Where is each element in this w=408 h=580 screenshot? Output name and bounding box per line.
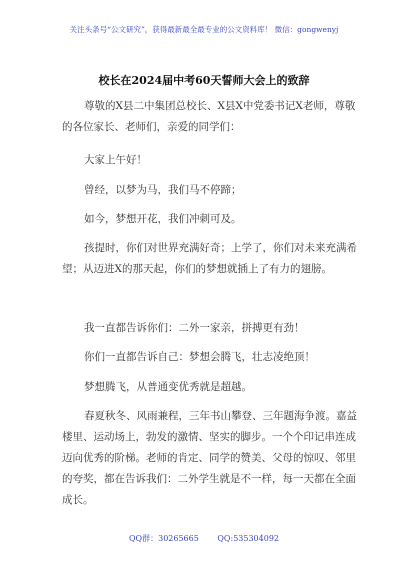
footer-contact bbox=[0, 533, 408, 544]
paragraph-greeting: 大家上午好！ bbox=[84, 154, 147, 166]
paragraph-dream: 梦想腾飞，从普通变优秀就是超越。 bbox=[84, 381, 252, 393]
paragraph-childhood: 孩提时，你们对世界充满好奇；上学了，你们对未来充满希望；从迈进X的那天起，你们的梦想就插上了有力的翅膀。 bbox=[62, 242, 357, 275]
paragraph-seasons: 春夏秋冬、风雨兼程，三年书山攀登、三年题海争渡。嘉益楼里、运动场上，勃发的激情、坚实的脚步。一个个印记串连成迈向优秀的阶梯。老师的肯定、同学的赞美、父母的惊叹、邻里的夸奖，都在告诉我们：二外学生就是不一样，每一天都在全面成长。 bbox=[62, 410, 357, 506]
paragraph-motto-teacher: 我一直都告诉你们：二外一家亲，拼搏更有劲！ bbox=[84, 322, 305, 334]
footer-qq-group: QQ群：30265665 bbox=[128, 534, 199, 543]
paragraph-motto-student: 你们一直都告诉自己：梦想会腾飞，壮志凌绝顶！ bbox=[84, 351, 315, 363]
paragraph-salutation: 尊敬的X县二中集团总校长、X县X中党委书记X老师，尊敬的各位家长、老师们，亲爱的同学们： bbox=[62, 100, 356, 133]
promo-banner: 关注头条号“公文研究”，获得最新最全最专业的公文资料库！ 微信：gongwenyj bbox=[69, 25, 339, 34]
paragraph-present: 如今，梦想开花，我们冲刺可及。 bbox=[84, 213, 242, 225]
footer-qq-number: QQ:535304092 bbox=[217, 534, 279, 543]
paragraph-past: 曾经，以梦为马，我们马不停蹄； bbox=[84, 184, 242, 196]
document-title: 校长在2024届中考60天誓师大会上的致辞 bbox=[98, 74, 310, 87]
